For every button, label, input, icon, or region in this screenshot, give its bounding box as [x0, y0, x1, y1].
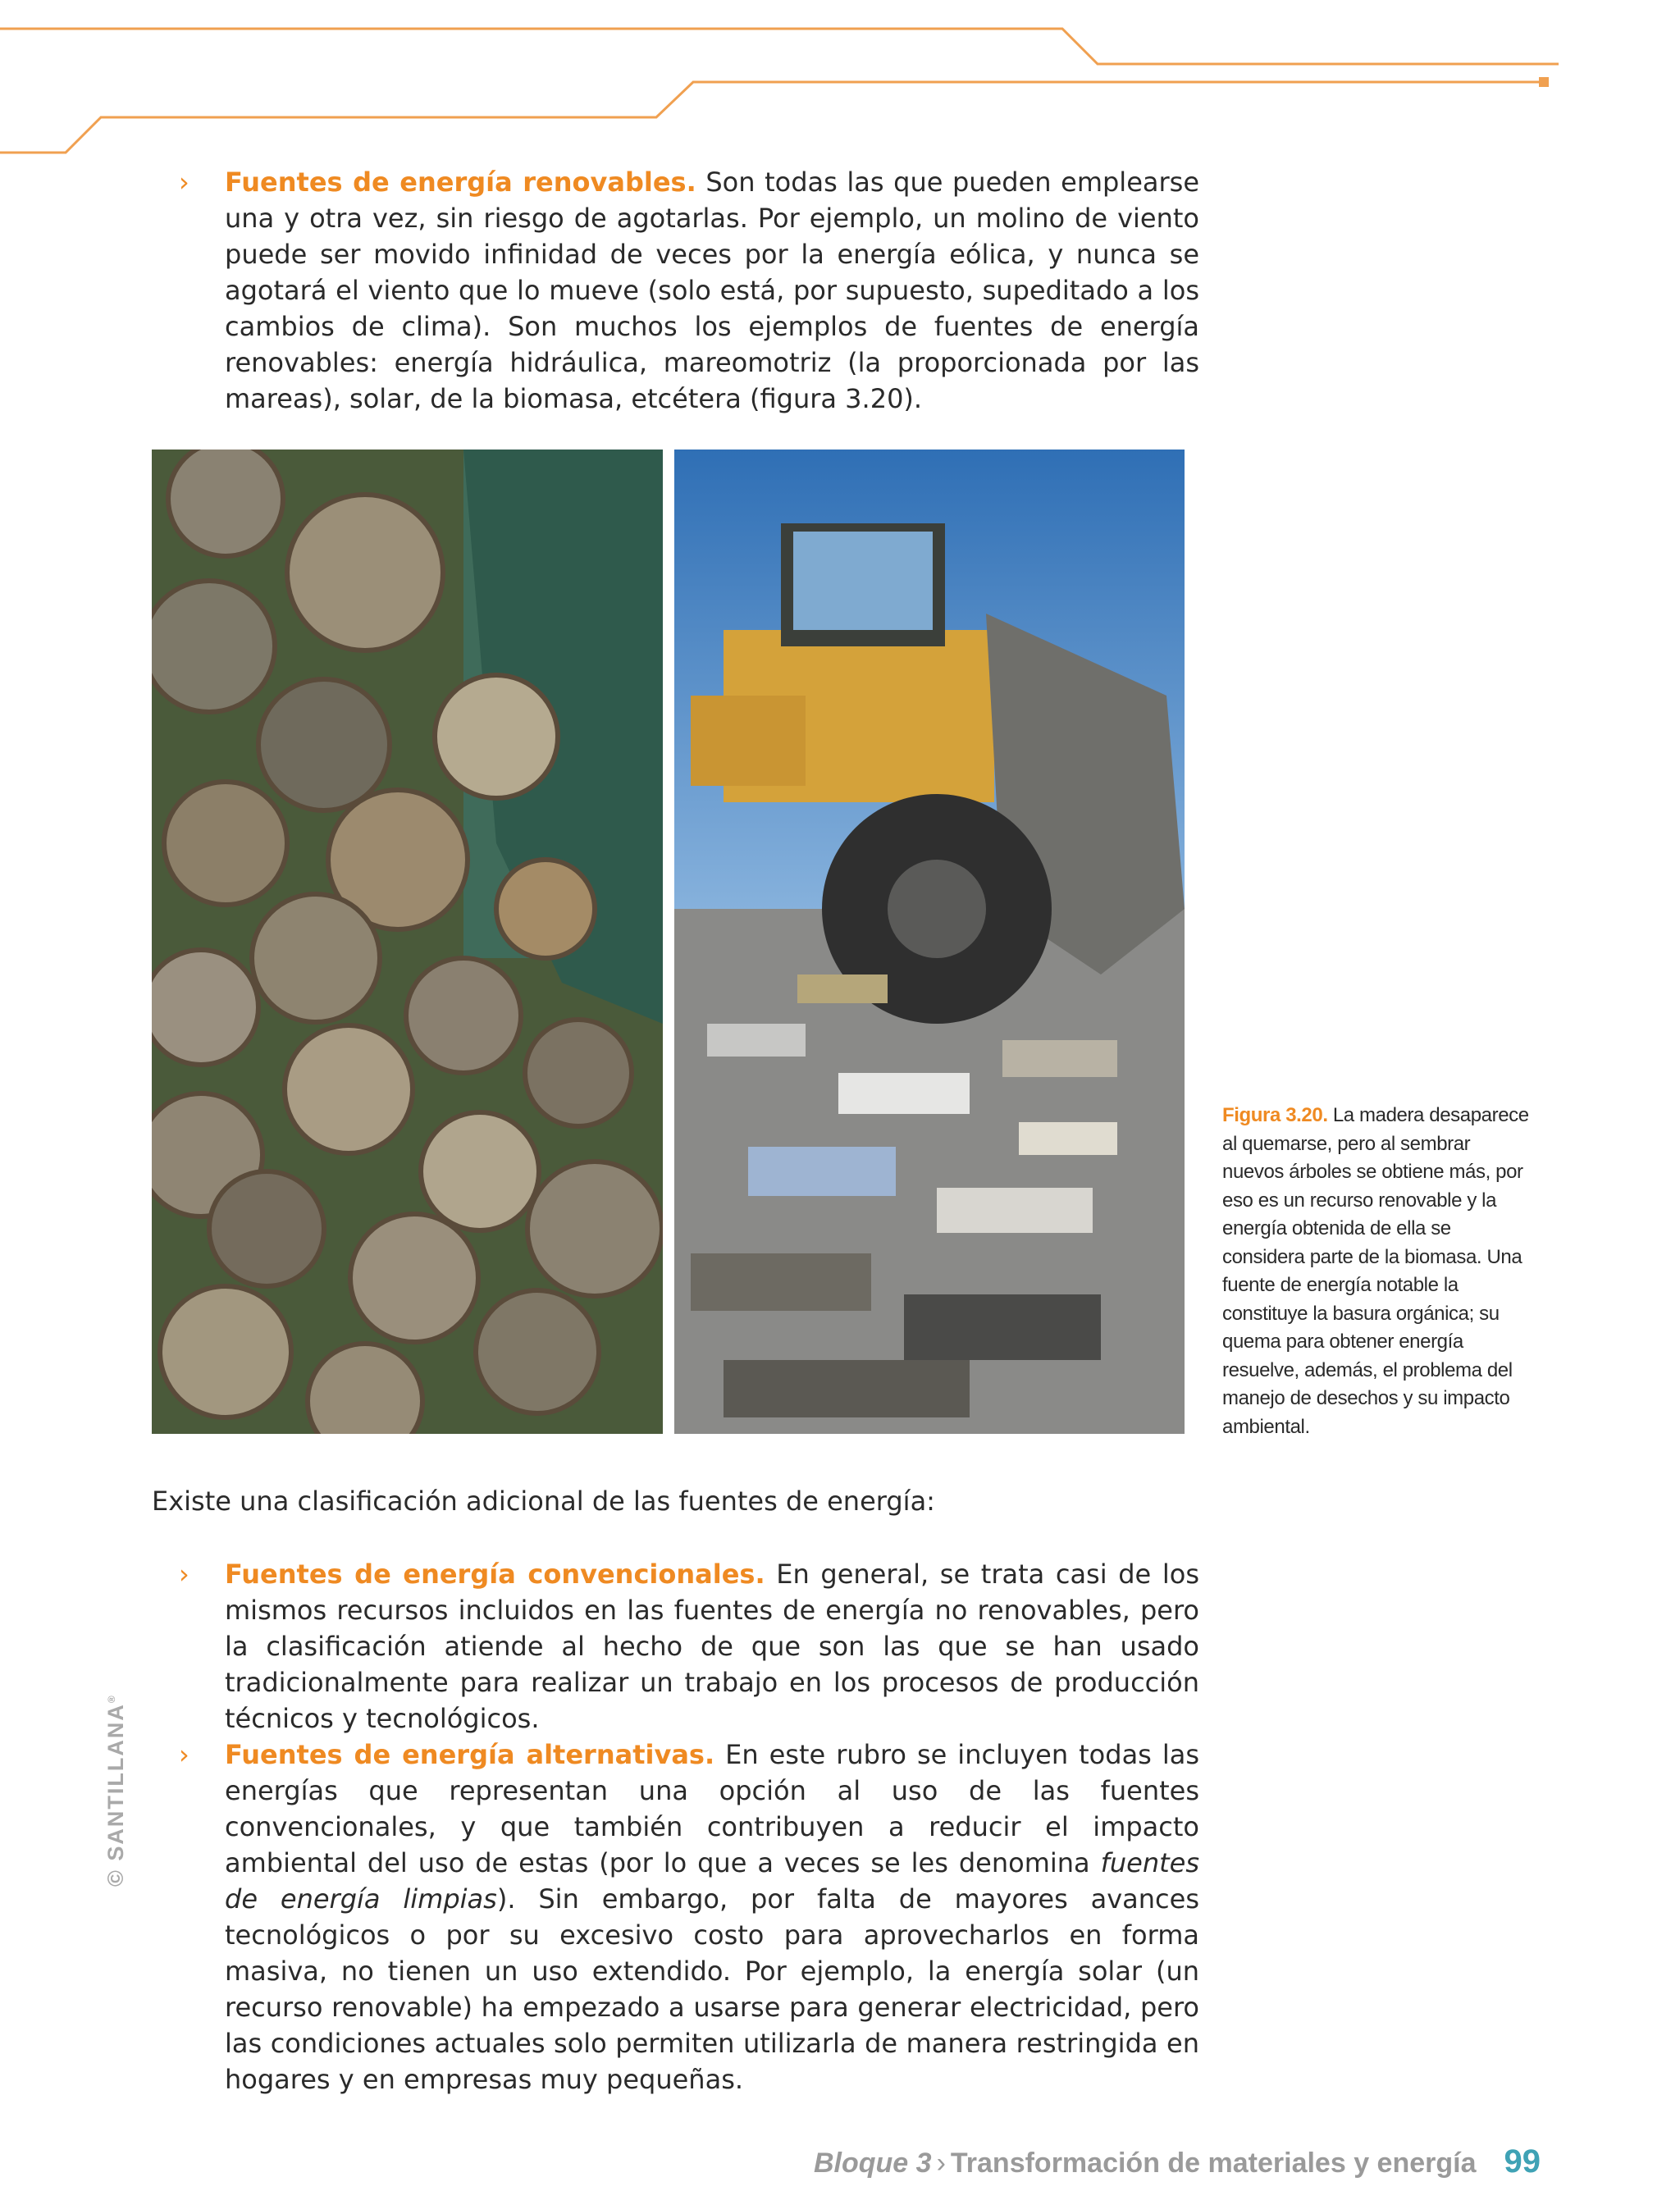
- footer-separator: ›: [936, 2148, 946, 2179]
- footer-title: Transformación de materiales y energía: [950, 2148, 1477, 2179]
- footer-bloque: Bloque 3: [813, 2148, 932, 2179]
- page-number: 99: [1504, 2143, 1541, 2179]
- bullet-marker: ›: [179, 167, 189, 198]
- classification-intro: Existe una clasificación adicional de las fuentes de energía:: [152, 1486, 935, 1517]
- bullet-renewable: [179, 164, 1199, 417]
- text-alternative-italic: fuentes de energía limpias: [225, 1847, 1199, 1915]
- publisher-mark: [103, 1694, 129, 1887]
- bullet-marker: ›: [179, 1559, 189, 1590]
- photo-firewood: [152, 450, 663, 1434]
- photo-landfill-bulldozer: [674, 450, 1185, 1434]
- figure-caption: [1222, 1102, 1534, 1441]
- term-conventional: Fuentes de energía convencionales.: [225, 1559, 765, 1590]
- term-alternative: Fuentes de energía alternativas.: [225, 1739, 715, 1770]
- term-renewable: Fuentes de energía renovables.: [225, 167, 696, 198]
- bullet-conventional: [179, 1556, 1200, 1737]
- figure-label: Figura 3.20.: [1222, 1104, 1328, 1126]
- page-footer: [814, 2143, 1541, 2180]
- text-alternative-2: ). Sin embargo, por falta de mayores avances tecnológicos o por su excesivo costo para aprovecharlos en forma masiva, no tienen un uso extendido. Por ejemplo, la energía solar (un recurso renovable) ha empezado a usarse para generar electricidad, pero las condiciones actuales solo permiten utilizarla de manera restringida en hogares y en empresas muy pequeñas.: [225, 1883, 1200, 2095]
- registered-mark: ®: [106, 1694, 117, 1704]
- header-decorative-line: [0, 0, 1680, 164]
- bullet-marker: ›: [179, 1739, 189, 1770]
- text-renewable: Son todas las que pueden emplearse una y otra vez, sin riesgo de agotarlas. Por ejemplo, un molino de viento puede ser movido infinidad de veces por la energía eólica, y nunca se agotará el viento que lo mueve (solo está, por supuesto, supeditado a los cambios de clima). Son muchos los ejemplos de fuentes de energía renovables: energía hidráulica, mareomotriz (la proporcionada por las mareas), solar, de la biomasa, etcétera (figura 3.20).: [225, 167, 1199, 414]
- publisher-name: © SANTILLANA: [103, 1703, 128, 1887]
- text-conventional: En general, se trata casi de los mismos recursos incluidos en las fuentes de energía no renovables, pero la clasificación atiende al hecho de que son las que se han usado tradicionalmente para realizar un trabajo en los procesos de producción técnicos y tecnológicos.: [225, 1559, 1200, 1734]
- figure-caption-text: La madera desaparece al quemarse, pero al sembrar nuevos árboles se obtiene más, por eso es un recurso renovable y la energía obtenida de ella se considera parte de la biomasa. Una fuente de energía notable la constituye la basura orgánica; su quema para obtener energía resuelve, además, el problema del manejo de desechos y su impacto ambiental.: [1222, 1104, 1529, 1438]
- text-alternative-1: En este rubro se incluyen todas las energías que representan una opción al uso de las fuentes convencionales, y que también contribuyen a reducir el impacto ambiental del uso de estas (por lo que a veces se les denomina: [225, 1739, 1200, 1878]
- bullet-alternative: [179, 1737, 1200, 2097]
